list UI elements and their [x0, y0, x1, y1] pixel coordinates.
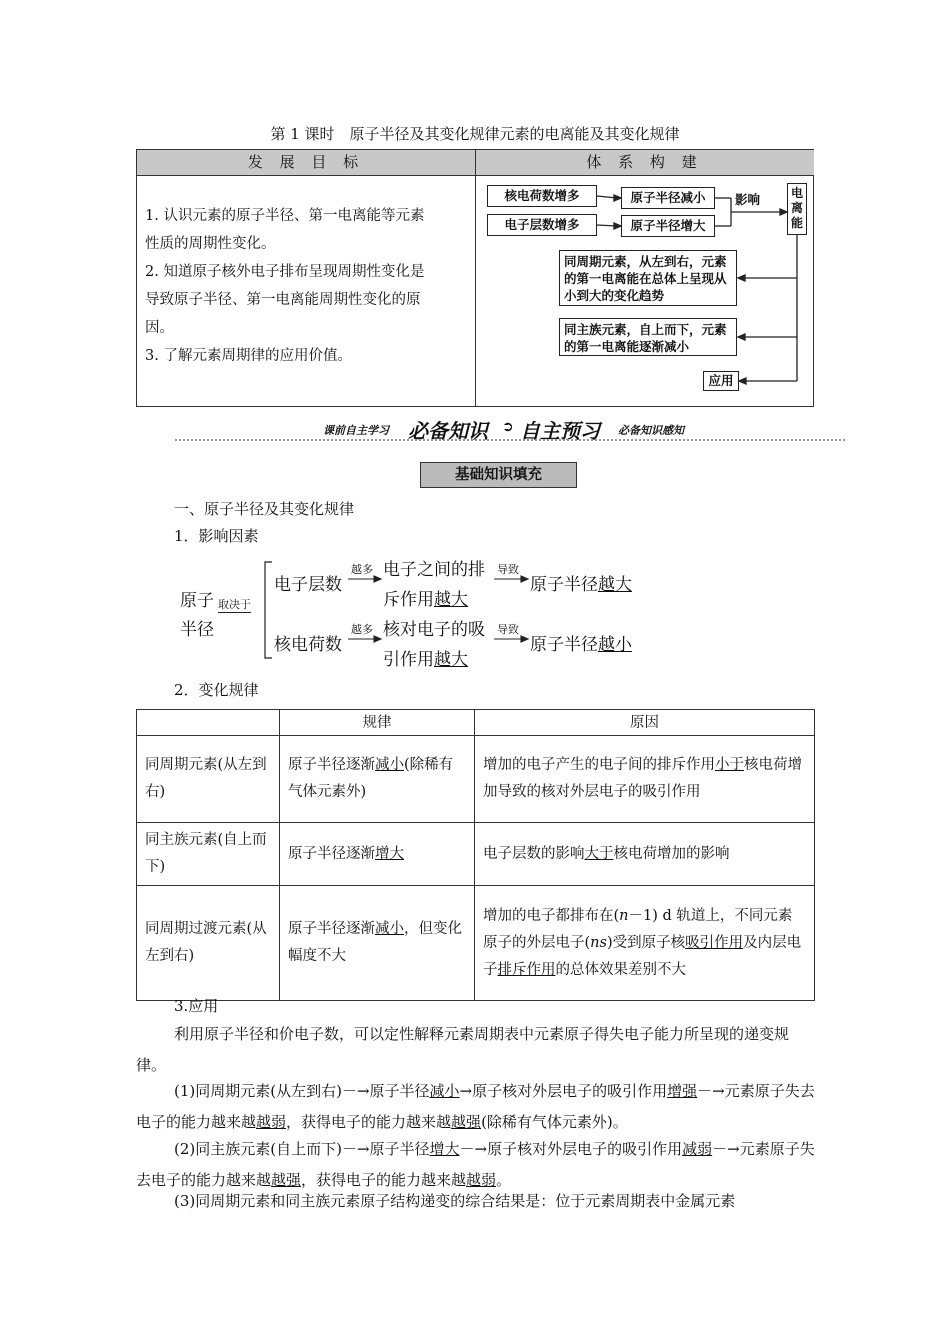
apply-item-2: (2)同主族元素(自上而下)－→原子半径增大－→原子核对外层电子的吸引作用减弱－→元素原子失去电子的能力越来越越强，获得电子的能力越来越越弱。	[136, 1140, 815, 1189]
box-application: 应用	[703, 371, 739, 391]
col-rule: 规律	[280, 710, 475, 736]
box-radius-decrease: 原子半径减小	[621, 187, 715, 209]
box-charge-increase: 核电荷数增多	[487, 185, 597, 207]
apply-item-1: (1)同周期元素(从左到右)－→原子半径减小→原子核对外层电子的吸引作用增强－→元素原子失去电子的能力越来越越弱，获得电子的能力越来越越强(除稀有气体元素外)。	[136, 1082, 815, 1131]
heading-1-2: 2．变化规律	[174, 681, 259, 699]
goal-line: 1. 认识元素的原子半径、第一电离能等元素	[145, 208, 425, 224]
row-name: 同主族元素(自上而下)	[137, 823, 280, 886]
apply-paragraph: 利用原子半径和价电子数，可以定性解释元素周期表中元素原子得失电子能力所呈现的递变规律。	[136, 1025, 790, 1074]
flow-attraction-a: 核对电子的吸	[383, 620, 485, 640]
flow-result-2: 原子半径越小	[530, 635, 632, 655]
flow-atom: 原子	[180, 591, 214, 611]
box-radius-increase: 原子半径增大	[621, 215, 715, 237]
box-ionization-energy: 电离能	[787, 183, 807, 235]
heading-1: 一、原子半径及其变化规律	[174, 500, 355, 518]
flow-more-1: 越多	[351, 563, 373, 576]
row-reason: 增加的电子都排布在(n－1) d 轨道上，不同元素原子的外层电子(ns)受到原子核吸引作用及内层电子排斥作用的总体效果差别不大	[475, 886, 815, 1001]
row-name: 同周期过渡元素(从左到右)	[137, 886, 280, 1001]
row-rule: 原子半径逐渐减小(除稀有气体元素外)	[280, 736, 475, 823]
goal-line: 3. 了解元素周期律的应用价值。	[145, 348, 352, 364]
col-reason: 原因	[475, 710, 815, 736]
flow-repulsion-b: 斥作用越大	[383, 590, 468, 610]
heading-1-3: 3.应用	[174, 997, 219, 1015]
box-layers-increase: 电子层数增多	[487, 214, 597, 236]
row-name: 同周期元素(从左到右)	[137, 736, 280, 823]
flow-cause-1: 导致	[497, 563, 519, 576]
row-reason: 增加的电子产生的电子间的排斥作用小于核电荷增加导致的核对外层电子的吸引作用	[475, 736, 815, 823]
flow-repulsion-a: 电子之间的排	[383, 560, 485, 580]
banner-right: 必备知识感知	[618, 424, 684, 437]
arrow-icon: ➲	[502, 419, 514, 435]
flow-more-2: 越多	[351, 623, 373, 636]
row-reason: 电子层数的影响大于核电荷增加的影响	[475, 823, 815, 886]
goals-header: 发 展 目 标	[137, 150, 475, 176]
flow-cause-2: 导致	[497, 623, 519, 636]
section-heading: 基础知识填充	[420, 462, 577, 488]
apply-item-3: (3)同周期元素和同主族元素原子结构递变的综合结果是：位于元素周期表中金属元素	[174, 1192, 736, 1210]
flow-depends: 取决于	[218, 598, 251, 611]
flow-charge: 核电荷数	[274, 635, 342, 655]
row-rule: 原子半径逐渐增大	[280, 823, 475, 886]
rules-table	[136, 709, 815, 1001]
flow-layers: 电子层数	[274, 575, 342, 595]
goal-line: 2. 知道原子核外电子排布呈现周期性变化是	[145, 264, 425, 280]
page-title: 第 1 课时 原子半径及其变化规律元素的电离能及其变化规律	[270, 125, 680, 143]
goal-line: 导致原子半径、第一电离能周期性变化的原	[145, 292, 421, 308]
goal-line: 因。	[145, 320, 174, 336]
system-header: 体 系 构 建	[475, 150, 814, 176]
goal-line: 性质的周期性变化。	[145, 236, 276, 252]
box-period-trend: 同周期元素，从左到右，元素 的第一电离能在总体上呈现从 小到大的变化趋势	[559, 250, 737, 306]
banner-main: 必备知识	[408, 419, 488, 443]
banner-main2: 自主预习	[520, 419, 600, 443]
heading-1-1: 1．影响因素	[174, 527, 259, 545]
banner-left: 课前自主学习	[323, 424, 389, 437]
flow-attraction-b: 引作用越大	[383, 650, 468, 670]
row-rule: 原子半径逐渐减小，但变化幅度不大	[280, 886, 475, 1001]
flow-radius: 半径	[180, 620, 214, 640]
flow-result-1: 原子半径越大	[530, 575, 632, 595]
influence-label: 影响	[735, 192, 761, 207]
box-group-trend: 同主族元素，自上而下，元素 的第一电离能逐渐减小	[559, 318, 737, 356]
